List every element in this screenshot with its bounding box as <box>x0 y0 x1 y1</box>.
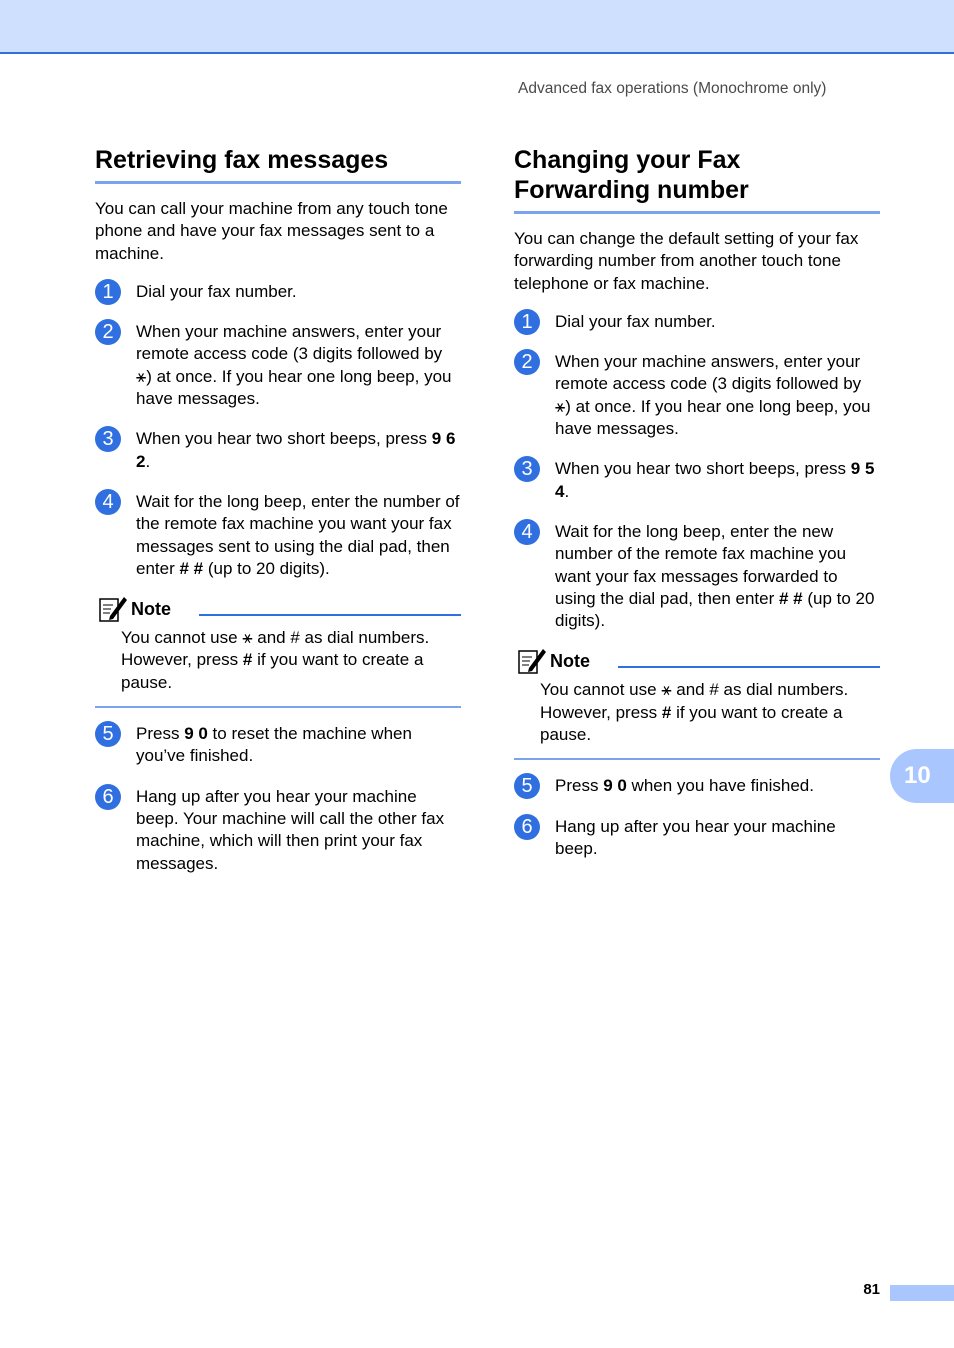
key-sequence: # <box>661 702 672 722</box>
note-pencil-icon <box>98 594 128 624</box>
step-text: when you have finished. <box>626 776 814 796</box>
step-number-icon: 1 <box>95 279 121 305</box>
key-sequence: # <box>242 650 253 670</box>
step-text: ) at once. If you hear one long beep, you have messages. <box>555 396 871 439</box>
step-text: to reset the machine when you’ve finished. <box>136 724 412 766</box>
left-column <box>95 145 461 875</box>
section-title-retrieving: Retrieving fax messages <box>95 145 461 184</box>
step-2 <box>95 321 461 410</box>
note-divider <box>199 614 461 616</box>
key-sequence: # # <box>779 588 803 608</box>
note-header <box>95 594 461 624</box>
step-text: Hang up after you hear your machine beep. Your machine will call the other fax machine, which will then print your fax messages. <box>136 786 445 873</box>
step-6 <box>514 816 880 861</box>
note-pencil-icon <box>517 646 547 676</box>
step-text: (up to 20 digits). <box>203 558 330 578</box>
step-1 <box>95 281 461 303</box>
key-sequence: 9 5 4 <box>555 459 875 501</box>
key-sequence: 9 0 <box>184 724 208 744</box>
step-2 <box>514 351 880 440</box>
star-key-symbol: ⚹ <box>242 628 253 648</box>
page-number-bar <box>890 1285 954 1301</box>
note-title: Note <box>131 599 171 620</box>
star-key-symbol: ⚹ <box>661 680 672 700</box>
note-box <box>95 594 461 708</box>
star-key-symbol: ⚹ <box>555 396 566 416</box>
step-number-icon: 2 <box>95 319 121 345</box>
step-text: When your machine answers, enter your remote access code (3 digits followed by <box>555 352 862 394</box>
key-sequence: # # <box>179 558 204 578</box>
note-text <box>95 627 461 694</box>
step-4 <box>95 491 461 580</box>
section-title-forwarding <box>514 145 880 214</box>
step-5 <box>514 775 880 797</box>
chapter-tab: 10 <box>890 749 954 803</box>
step-number-icon: 1 <box>514 309 540 335</box>
note-text-part: You cannot use <box>121 628 243 648</box>
note-title: Note <box>550 651 590 672</box>
note-text-part: if you want to create a pause. <box>540 702 843 745</box>
page-number: 81 <box>863 1281 880 1298</box>
key-sequence: 9 6 2 <box>136 429 456 471</box>
intro-paragraph: You can call your machine from any touch tone phone and have your fax messages sent to a machine. <box>95 199 448 263</box>
note-header <box>514 646 880 676</box>
step-text: ) at once. If you hear one long beep, you have messages. <box>136 366 452 409</box>
step-3 <box>95 428 461 473</box>
step-text: Press <box>555 776 604 796</box>
step-number-icon: 5 <box>95 721 121 747</box>
running-header: Advanced fax operations (Monochrome only) <box>518 80 827 97</box>
key-sequence: 9 0 <box>603 776 627 796</box>
right-column <box>514 145 880 860</box>
step-text: (up to 20 digits). <box>555 588 875 631</box>
note-bottom-rule <box>514 758 880 760</box>
step-1 <box>514 311 880 333</box>
step-text: When your machine answers, enter your remote access code (3 digits followed by <box>136 322 443 364</box>
title-line: Changing your Fax <box>514 146 741 174</box>
intro-paragraph: You can change the default setting of your fax forwarding number from another touch tone telephone or fax machine. <box>514 229 859 293</box>
step-number-icon: 3 <box>95 426 121 452</box>
step-text: Wait for the long beep, enter the new number of the remote fax machine you want your fax messages forwarded to using the dial pad, then enter <box>555 521 847 608</box>
step-number-icon: 3 <box>514 456 540 482</box>
step-number-icon: 4 <box>514 519 540 545</box>
step-6 <box>95 786 461 875</box>
step-text: Dial your fax number. <box>555 311 716 331</box>
top-banner <box>0 0 954 54</box>
note-text-part: if you want to create a pause. <box>121 650 424 692</box>
star-key-symbol: ⚹ <box>136 366 147 386</box>
step-number-icon: 4 <box>95 489 121 515</box>
step-number-icon: 5 <box>514 773 540 799</box>
step-number-icon: 6 <box>514 814 540 840</box>
note-text-part: and # as dial numbers. However, press <box>121 628 430 670</box>
step-number-icon: 6 <box>95 784 121 810</box>
step-4 <box>514 521 880 632</box>
note-text-part: and # as dial numbers. However, press <box>540 680 849 722</box>
step-text: . <box>564 481 570 501</box>
step-text: Wait for the long beep, enter the number of the remote fax machine you want your fax messages sent to using the dial pad, then enter <box>136 491 460 578</box>
step-text: . <box>145 451 151 471</box>
note-bottom-rule <box>95 706 461 708</box>
title-line: Forwarding number <box>514 176 749 204</box>
note-text <box>514 679 880 746</box>
step-text: Press <box>136 724 185 744</box>
step-number-icon: 2 <box>514 349 540 375</box>
step-3 <box>514 458 880 503</box>
step-text: Dial your fax number. <box>136 281 297 301</box>
note-box <box>514 646 880 760</box>
step-text: When you hear two short beeps, press <box>555 459 851 479</box>
step-5 <box>95 723 461 768</box>
step-text: When you hear two short beeps, press <box>136 429 432 449</box>
step-text: Hang up after you hear your machine beep. <box>555 816 836 858</box>
note-divider <box>618 666 880 668</box>
note-text-part: You cannot use <box>540 680 662 700</box>
